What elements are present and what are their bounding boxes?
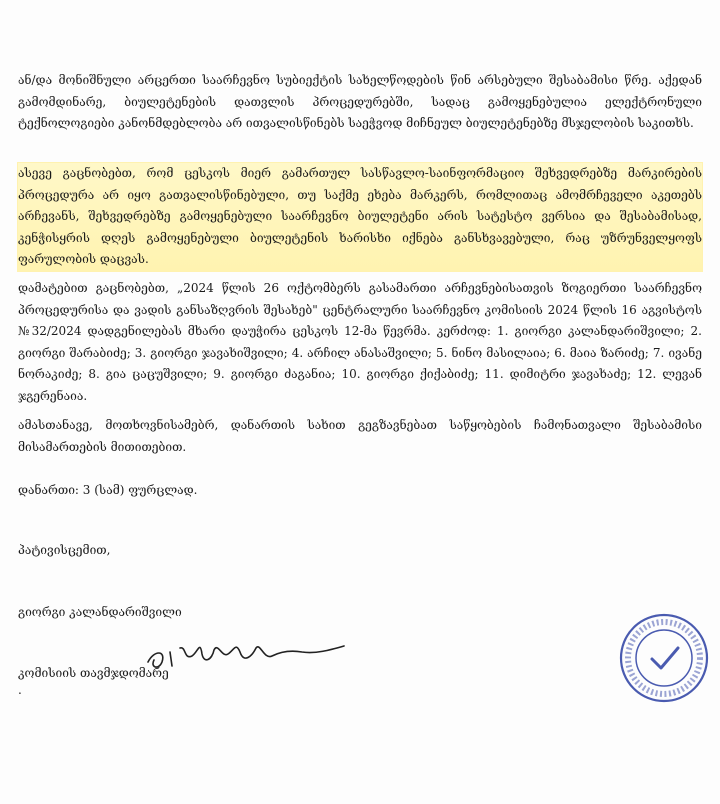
signer-name: გიორგი კალანდარიშვილი [18,605,182,619]
signer-role: კომისიის თავმჯდომარე [18,666,169,680]
handwritten-signature [140,630,350,680]
official-stamp-seal [618,612,710,704]
paragraph-2-highlighted: ასევე გაცნობებთ, რომ ცესკოს მიერ გამართულ სასწავლო-საინფორმაციო შეხვედრებზე მარკირების პროცედურა არ იყო გათვალისწინებული, თუ საქმე ეხება მარკერს, რომლითაც ამომრჩეველი აკეთებს არჩევანს, შეხვედრებზე გამოყენებული საარჩევნო ბიულეტენი არის სატესტო ვერსია და შესაბამისად, კენჭისყრის დღეს გამოყენებული ბიულეტენის ხარისხი იქნება განსხვავებული, რაც უზრუნველყოფს ფარულობის დაცვას. [18,163,702,271]
paragraph-3: დამატებით გაცნობებთ, „2024 წლის 26 ოქტომბერს გასამართი არჩევნებისათვის ზოგიერთი საარჩევნო პროცედურისა და ვადის განსაზღვრის შესახებ" ცენტრალური საარჩევნო კომისიის 2024 წლის 16 აგვისტოს №32/2024 დადგენილებას მხარი დაუჭირა ცესკოს 12-მა წევრმა. კერძოდ: 1. გიორგი კალანდარიშვილი; 2. გიორგი შარაბიძე; 3. გიორგი ჯავახიშვილი; 4. არჩილ ანასაშვილი; 5. ნინო მასილაია; 6. მაია ზარიძე; 7. ივანე ნორაკიძე; 8. გია ცაცუშვილი; 9. გიორგი ძაგანია; 10. გიორგი ქიქაბიძე; 11. დიმიტრი ჯავახაძე; 12. ლევან ჯგერენაია. [18,281,702,403]
closing-regards: პატივისცემით, [18,543,111,557]
paragraph-4: ამასთანავე, მოთხოვნისამებრ, დანართის სახით გეგზავნებათ საწყობების ჩამონათვალი შესაბამისი მისამართების მითითებით. [18,418,702,454]
paragraph-1: ან/და მონიშნული არცერთი საარჩევნო სუბიექტის სახელწოდების წინ არსებული შესაბამისი წრე. აქედან გამომდინარე, ბიულეტენების დათვლის პროცედურებში, სადაც გამოყენებულია ელექტრონული ტექნოლოგიები კანონმდებლობა არ ითვალისწინებს საეჭვოდ მიჩნეულ ბიულეტენებზე მსჯელობის საკითხს. [18,73,702,130]
trailing-dot: . [18,683,22,697]
attachment-line: დანართი: 3 (სამ) ფურცლად. [18,483,198,497]
